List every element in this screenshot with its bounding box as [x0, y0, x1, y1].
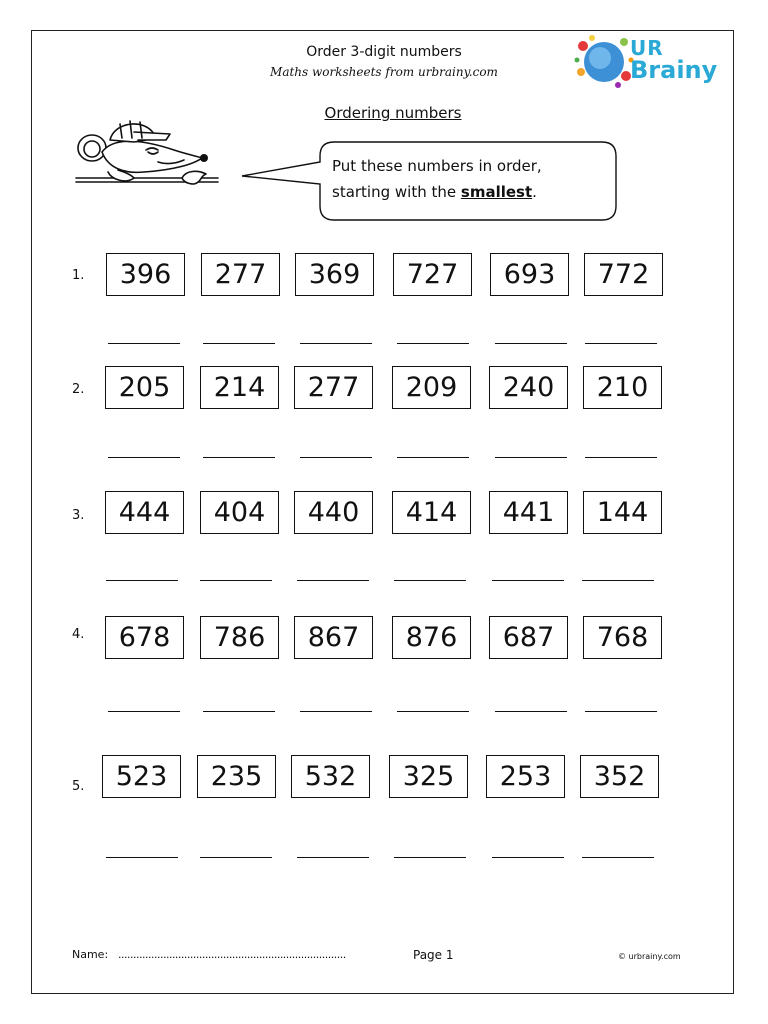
answer-line[interactable]	[492, 580, 564, 581]
number-box: 369	[295, 253, 374, 296]
number-box: 772	[584, 253, 663, 296]
number-box: 235	[197, 755, 276, 798]
answer-line[interactable]	[203, 711, 275, 712]
section-title: Ordering numbers	[324, 104, 462, 122]
answer-line[interactable]	[297, 580, 369, 581]
answer-line[interactable]	[300, 457, 372, 458]
number-box: 144	[583, 491, 662, 534]
answer-line[interactable]	[300, 343, 372, 344]
number-box: 414	[392, 491, 471, 534]
answer-line[interactable]	[492, 857, 564, 858]
answer-line[interactable]	[397, 711, 469, 712]
number-box: 678	[105, 616, 184, 659]
instruction-text	[332, 153, 542, 205]
number-box: 768	[583, 616, 662, 659]
answer-line[interactable]	[106, 580, 178, 581]
instruction-line-2	[332, 179, 542, 205]
answer-line[interactable]	[200, 580, 272, 581]
instruction-line-2-prefix: starting with the	[332, 183, 461, 201]
worksheet-subtitle: Maths worksheets from urbrainy.com	[270, 65, 498, 79]
number-box: 444	[105, 491, 184, 534]
page-number: Page 1	[413, 948, 454, 962]
answer-line[interactable]	[495, 711, 567, 712]
instruction-line-2-suffix: .	[532, 183, 537, 201]
answer-line[interactable]	[585, 343, 657, 344]
answer-line[interactable]	[203, 343, 275, 344]
urbrainy-logo	[574, 30, 724, 92]
question-number: 4.	[72, 627, 85, 642]
answer-line[interactable]	[200, 857, 272, 858]
answer-line[interactable]	[106, 857, 178, 858]
logo-text-ur: UR	[630, 36, 664, 60]
number-box: 441	[489, 491, 568, 534]
answer-line[interactable]	[585, 711, 657, 712]
answer-line[interactable]	[108, 457, 180, 458]
instruction-emphasis: smallest	[460, 183, 533, 201]
number-box: 277	[201, 253, 280, 296]
number-box: 404	[200, 491, 279, 534]
answer-line[interactable]	[108, 343, 180, 344]
number-box: 786	[200, 616, 279, 659]
worksheet-title: Order 3-digit numbers	[306, 44, 462, 60]
answer-line[interactable]	[495, 343, 567, 344]
question-number: 2.	[72, 382, 85, 397]
name-field[interactable]: ............................................................................	[118, 948, 346, 961]
name-label: Name:	[72, 948, 109, 961]
number-box: 253	[486, 755, 565, 798]
number-box: 209	[392, 366, 471, 409]
mouse-mascot-icon	[74, 112, 220, 194]
answer-line[interactable]	[582, 580, 654, 581]
number-box: 210	[583, 366, 662, 409]
question-number: 1.	[72, 268, 85, 283]
number-box: 277	[294, 366, 373, 409]
answer-line[interactable]	[394, 580, 466, 581]
copyright-text: © urbrainy.com	[618, 952, 681, 961]
number-box: 876	[392, 616, 471, 659]
brain-globe-icon	[574, 30, 634, 92]
answer-line[interactable]	[108, 711, 180, 712]
question-number: 5.	[72, 779, 85, 794]
logo-text-brainy: Brainy	[630, 56, 718, 84]
answer-line[interactable]	[397, 457, 469, 458]
number-box: 693	[490, 253, 569, 296]
answer-line[interactable]	[495, 457, 567, 458]
number-box: 687	[489, 616, 568, 659]
answer-line[interactable]	[297, 857, 369, 858]
answer-line[interactable]	[394, 857, 466, 858]
answer-line[interactable]	[397, 343, 469, 344]
number-box: 396	[106, 253, 185, 296]
number-box: 205	[105, 366, 184, 409]
question-number: 3.	[72, 508, 85, 523]
number-box: 867	[294, 616, 373, 659]
answer-line[interactable]	[203, 457, 275, 458]
number-box: 325	[389, 755, 468, 798]
answer-line[interactable]	[300, 711, 372, 712]
answer-line[interactable]	[585, 457, 657, 458]
answer-line[interactable]	[582, 857, 654, 858]
number-box: 440	[294, 491, 373, 534]
instruction-line-1: Put these numbers in order,	[332, 157, 542, 175]
number-box: 727	[393, 253, 472, 296]
number-box: 214	[200, 366, 279, 409]
number-box: 523	[102, 755, 181, 798]
number-box: 240	[489, 366, 568, 409]
number-box: 532	[291, 755, 370, 798]
number-box: 352	[580, 755, 659, 798]
